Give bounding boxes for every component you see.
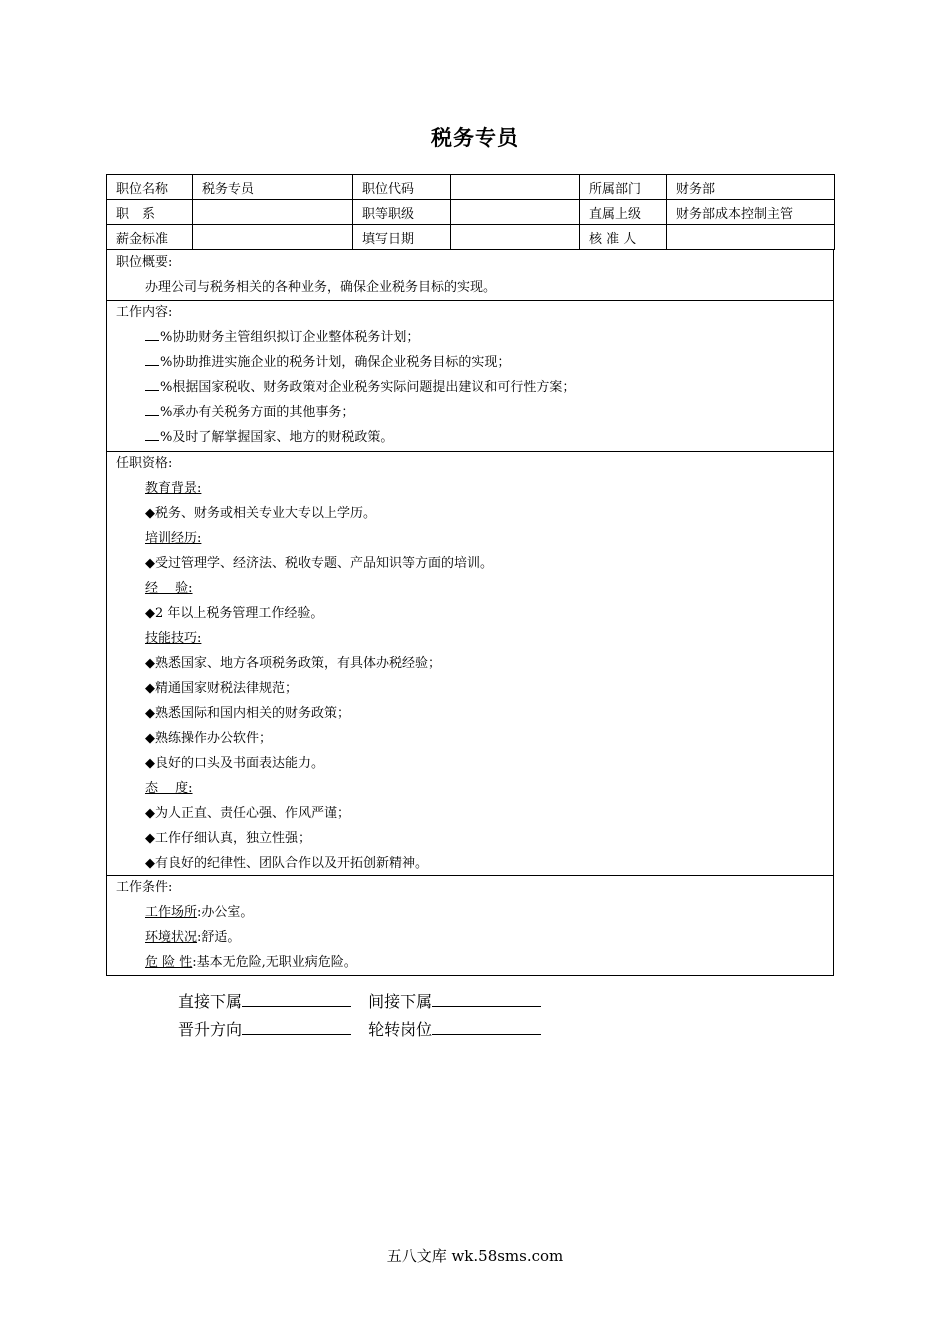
supervisor-label: 直属上级 bbox=[580, 200, 667, 225]
list-item bbox=[107, 375, 833, 400]
grade-label: 职等职级 bbox=[353, 200, 451, 225]
table-row bbox=[107, 175, 835, 200]
conditions-label: 工作条件: bbox=[116, 880, 173, 895]
overview-section bbox=[106, 250, 834, 301]
page-title: 税务专员 bbox=[431, 125, 519, 150]
list-item: ◆2 年以上税务管理工作经验。 bbox=[145, 606, 324, 621]
subheading-row bbox=[107, 576, 833, 601]
salary-value bbox=[193, 225, 353, 250]
conditions-section bbox=[106, 875, 834, 976]
list-item: ◆工作仔细认真，独立性强； bbox=[145, 831, 311, 846]
department-label: 所属部门 bbox=[580, 175, 667, 200]
position-code-label: 职位代码 bbox=[353, 175, 451, 200]
approver-value bbox=[667, 225, 835, 250]
job-family-value bbox=[193, 200, 353, 225]
list-item bbox=[107, 350, 833, 375]
table-row bbox=[107, 200, 835, 225]
duty-text: %根据国家税收、财务政策对企业税务实际问题提出建议和可行性方案； bbox=[160, 380, 576, 395]
duty-text: %及时了解掌握国家、地方的财税政策。 bbox=[160, 430, 394, 445]
hazard-key: 危 险 性 bbox=[145, 955, 193, 970]
list-item: ◆受过管理学、经济法、税收专题、产品知识等方面的培训。 bbox=[145, 556, 493, 571]
job-info-table bbox=[106, 174, 835, 250]
place-key: 工作场所 bbox=[145, 905, 198, 920]
education-heading: 教育背景: bbox=[145, 481, 202, 496]
job-family-label: 职 系 bbox=[107, 200, 193, 225]
blank-line bbox=[145, 401, 159, 416]
skills-heading: 技能技巧: bbox=[145, 631, 202, 646]
list-item: ◆熟悉国家、地方各项税务政策，有具体办税经验； bbox=[145, 656, 441, 671]
blank-line bbox=[145, 426, 159, 441]
subheading-row bbox=[107, 626, 833, 651]
position-name-value: 税务专员 bbox=[193, 175, 353, 200]
qualifications-label: 任职资格: bbox=[116, 456, 173, 471]
list-item bbox=[107, 950, 833, 975]
promotion-blank bbox=[242, 1018, 351, 1035]
department-value: 财务部 bbox=[667, 175, 835, 200]
subheading-row bbox=[107, 776, 833, 801]
attitude-heading: 态 度: bbox=[145, 781, 193, 796]
fill-date-label: 填写日期 bbox=[353, 225, 451, 250]
list-item: ◆良好的口头及书面表达能力。 bbox=[145, 756, 324, 771]
list-item bbox=[107, 900, 833, 925]
overview-label: 职位概要: bbox=[116, 255, 173, 270]
blank-line bbox=[145, 351, 159, 366]
grade-value bbox=[451, 200, 580, 225]
experience-heading: 经 验: bbox=[145, 581, 193, 596]
list-item bbox=[107, 425, 833, 450]
list-item: ◆熟悉国际和国内相关的财务政策； bbox=[145, 706, 350, 721]
promotion-label: 晋升方向 bbox=[178, 1020, 243, 1039]
footer-watermark: 五八文库 wk.58sms.com bbox=[386, 1247, 564, 1265]
subordinates-row bbox=[178, 989, 553, 1012]
supervisor-value: 财务部成本控制主管 bbox=[667, 200, 835, 225]
rotation-blank bbox=[432, 1018, 541, 1035]
duties-section bbox=[106, 300, 834, 452]
table-row bbox=[107, 225, 835, 250]
fill-date-value bbox=[451, 225, 580, 250]
list-item bbox=[107, 400, 833, 425]
duties-label: 工作内容: bbox=[116, 305, 173, 320]
position-code-value bbox=[451, 175, 580, 200]
list-item bbox=[107, 925, 833, 950]
qualifications-section bbox=[106, 451, 834, 876]
duty-text: %协助财务主管组织拟订企业整体税务计划； bbox=[160, 330, 420, 345]
environment-key: 环境状况 bbox=[145, 930, 198, 945]
direct-sub-label: 直接下属 bbox=[178, 992, 243, 1011]
subheading-row bbox=[107, 526, 833, 551]
environment-value: :舒适。 bbox=[197, 930, 241, 945]
list-item: ◆熟练操作办公软件； bbox=[145, 731, 272, 746]
approver-label: 核 准 人 bbox=[580, 225, 667, 250]
indirect-sub-blank bbox=[432, 990, 541, 1007]
list-item: ◆为人正直、责任心强、作风严谨； bbox=[145, 806, 350, 821]
career-row bbox=[178, 1017, 553, 1040]
list-item: ◆税务、财务或相关专业大专以上学历。 bbox=[145, 506, 376, 521]
subheading-row bbox=[107, 476, 833, 501]
direct-sub-blank bbox=[242, 990, 351, 1007]
salary-label: 薪金标准 bbox=[107, 225, 193, 250]
duty-text: %承办有关税务方面的其他事务； bbox=[160, 405, 355, 420]
hazard-value: :基本无危险,无职业病危险。 bbox=[192, 955, 357, 970]
duty-text: %协助推进实施企业的税务计划，确保企业税务目标的实现； bbox=[160, 355, 511, 370]
training-heading: 培训经历: bbox=[145, 531, 202, 546]
place-value: :办公室。 bbox=[197, 905, 254, 920]
list-item: ◆精通国家财税法律规范； bbox=[145, 681, 298, 696]
rotation-label: 轮转岗位 bbox=[368, 1020, 433, 1039]
blank-line bbox=[145, 376, 159, 391]
indirect-sub-label: 间接下属 bbox=[368, 992, 433, 1011]
position-name-label: 职位名称 bbox=[107, 175, 193, 200]
list-item: ◆有良好的纪律性、团队合作以及开拓创新精神。 bbox=[145, 856, 428, 871]
blank-line bbox=[145, 326, 159, 341]
list-item bbox=[107, 325, 833, 350]
overview-text: 办理公司与税务相关的各种业务，确保企业税务目标的实现。 bbox=[145, 280, 497, 295]
